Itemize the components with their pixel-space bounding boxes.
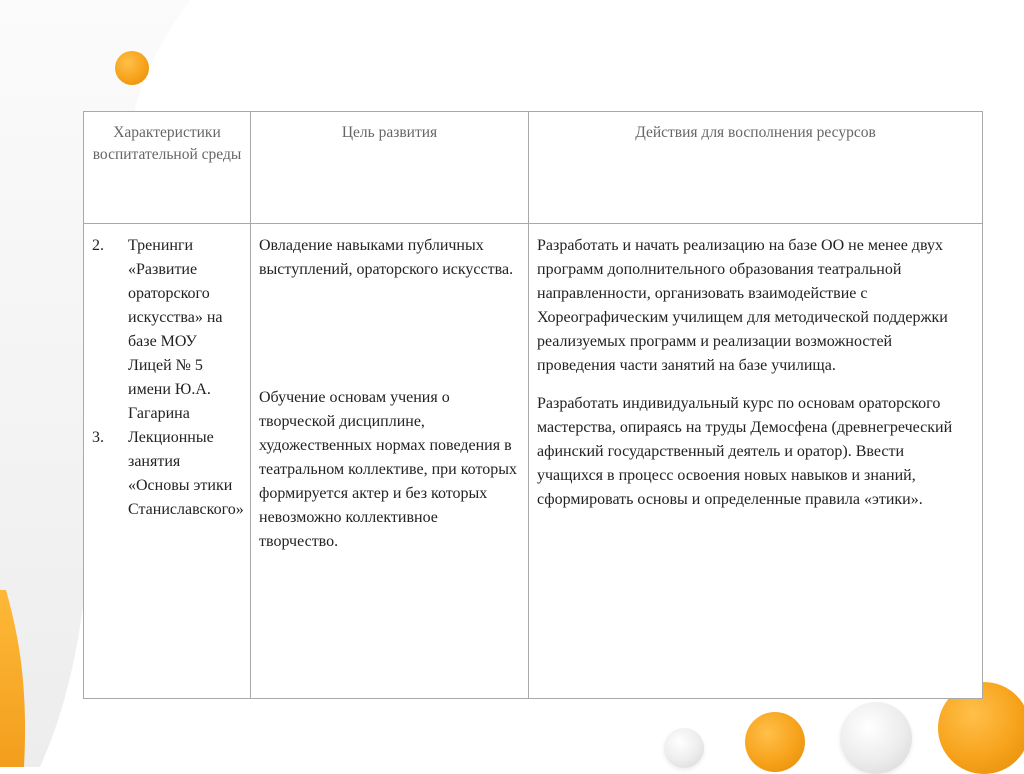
action-text-2: Разработать индивидуальный курс по основам ораторского мастерства, опираясь на труды Демосфена (древнегреческий афинский государственный деятель и оратор). Ввести учащихся в процесс освоения новых навыков и знаний, сформировать основы и определенные правила «этики». <box>537 395 953 508</box>
content-table <box>83 111 983 699</box>
goal-text-2: Обучение основам учения о творческой дисциплине, художественных нормах поведения в театральном коллективе, при которых формируется актер и без которых невозможно коллективное творчество. <box>259 389 517 550</box>
characteristics-list <box>92 234 242 522</box>
header-actions: Действия для восполнения ресурсов <box>529 112 983 224</box>
header-goal: Цель развития <box>251 112 529 224</box>
table-header-row <box>84 112 983 224</box>
item-text: Лекционные занятия «Основы этики Станиславского» <box>128 429 244 518</box>
characteristics-cell <box>84 224 251 699</box>
header-characteristics: Характеристики воспитательной среды <box>84 112 251 224</box>
goal-cell <box>251 224 529 699</box>
action-text-1: Разработать и начать реализацию на базе ОО не менее двух программ дополнительного образования театральной направленности, организовать взаимодействие с Хореографическим училищем для методической поддержки реализуемых программ и реализации возможностей проведения части занятий на базе училища. <box>537 237 948 374</box>
table-row <box>84 224 983 699</box>
list-item <box>92 426 242 522</box>
actions-cell <box>529 224 983 699</box>
item-number: 2. <box>92 237 104 254</box>
grey-circle-medium <box>840 702 912 774</box>
orange-circle-medium <box>745 712 805 772</box>
orange-dot-top <box>115 51 149 85</box>
item-number: 3. <box>92 429 104 446</box>
list-item <box>92 234 242 426</box>
grey-circle-small <box>664 728 704 768</box>
item-text: Тренинги «Развитие ораторского искусства» на базе МОУ Лицей № 5 имени Ю.А. Гагарина <box>128 237 223 422</box>
goal-text-1: Овладение навыками публичных выступлений, ораторского искусства. <box>259 237 514 278</box>
